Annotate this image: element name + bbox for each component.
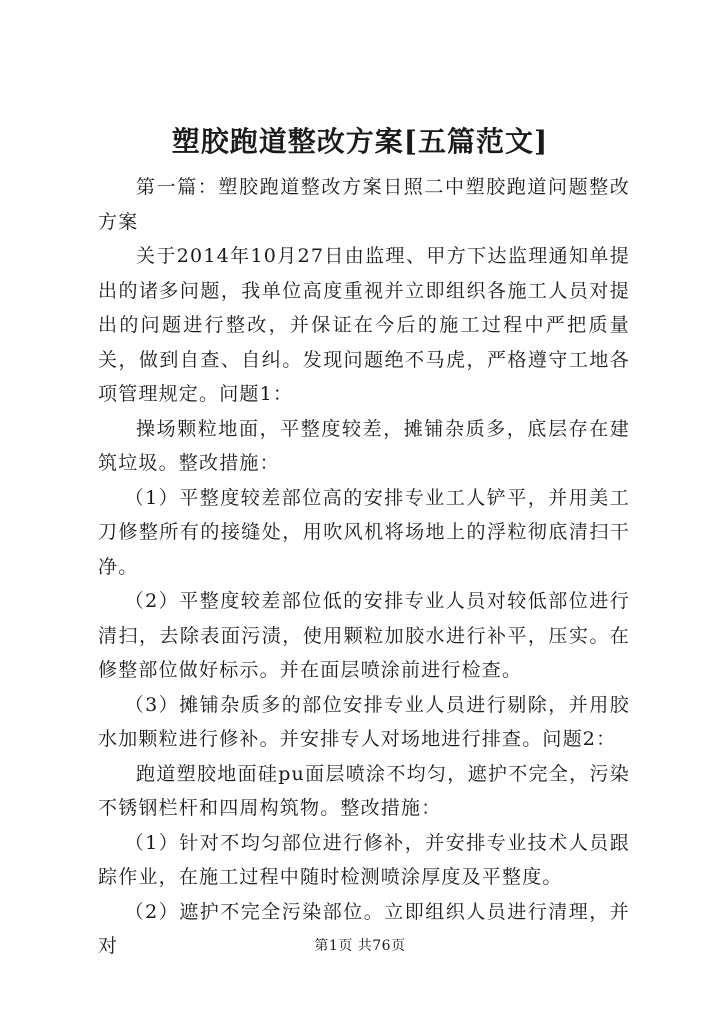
- paragraph-problem-1: 操场颗粒地面，平整度较差，摊铺杂质多，底层存在建筑垃圾。整改措施：: [98, 417, 630, 474]
- paragraph-measure-1-3: （3）摊铺杂质多的部位安排专业人员进行剔除，并用胶水加颗粒进行修补。并安排专人对场地进行排查。问题2：: [98, 693, 630, 750]
- paragraph-problem-2: 跑道塑胶地面硅pu面层喷涂不均匀，遮护不完全，污染不锈钢栏杆和四周构筑物。整改措施：: [98, 762, 630, 819]
- paragraph-heading: 第一篇：塑胶跑道整改方案日照二中塑胶跑道问题整改方案: [98, 176, 630, 233]
- document-title: 塑胶跑道整改方案[五篇范文]: [171, 125, 549, 158]
- document-body: [98, 170, 630, 964]
- paragraph-intro: 关于2014年10月27日由监理、甲方下达监理通知单提出的诸多问题，我单位高度重视并立即组织各施工人员对提出的问题进行整改，并保证在今后的施工过程中严把质量关，做到自查、自纠。发现问题绝不马虎，严格遵守工地各项管理规定。问题1：: [98, 245, 630, 405]
- paragraph-measure-1-2: （2）平整度较差部位低的安排专业人员对较低部位进行清扫，去除表面污渍，使用颗粒加胶水进行补平，压实。在修整部位做好标示。并在面层喷涂前进行检查。: [98, 590, 630, 681]
- paragraph-measure-2-1: （1）针对不均匀部位进行修补，并安排专业技术人员跟踪作业，在施工过程中随时检测喷涂厚度及平整度。: [98, 831, 630, 888]
- paragraph-measure-2-2: （2）遮护不完全污染部位。立即组织人员进行清理，并对: [98, 900, 630, 957]
- page-number-footer: 第1页 共76页: [314, 938, 406, 954]
- paragraph-measure-1-1: （1）平整度较差部位高的安排专业工人铲平，并用美工刀修整所有的接缝处，用吹风机将场地上的浮粒彻底清扫干净。: [98, 486, 630, 578]
